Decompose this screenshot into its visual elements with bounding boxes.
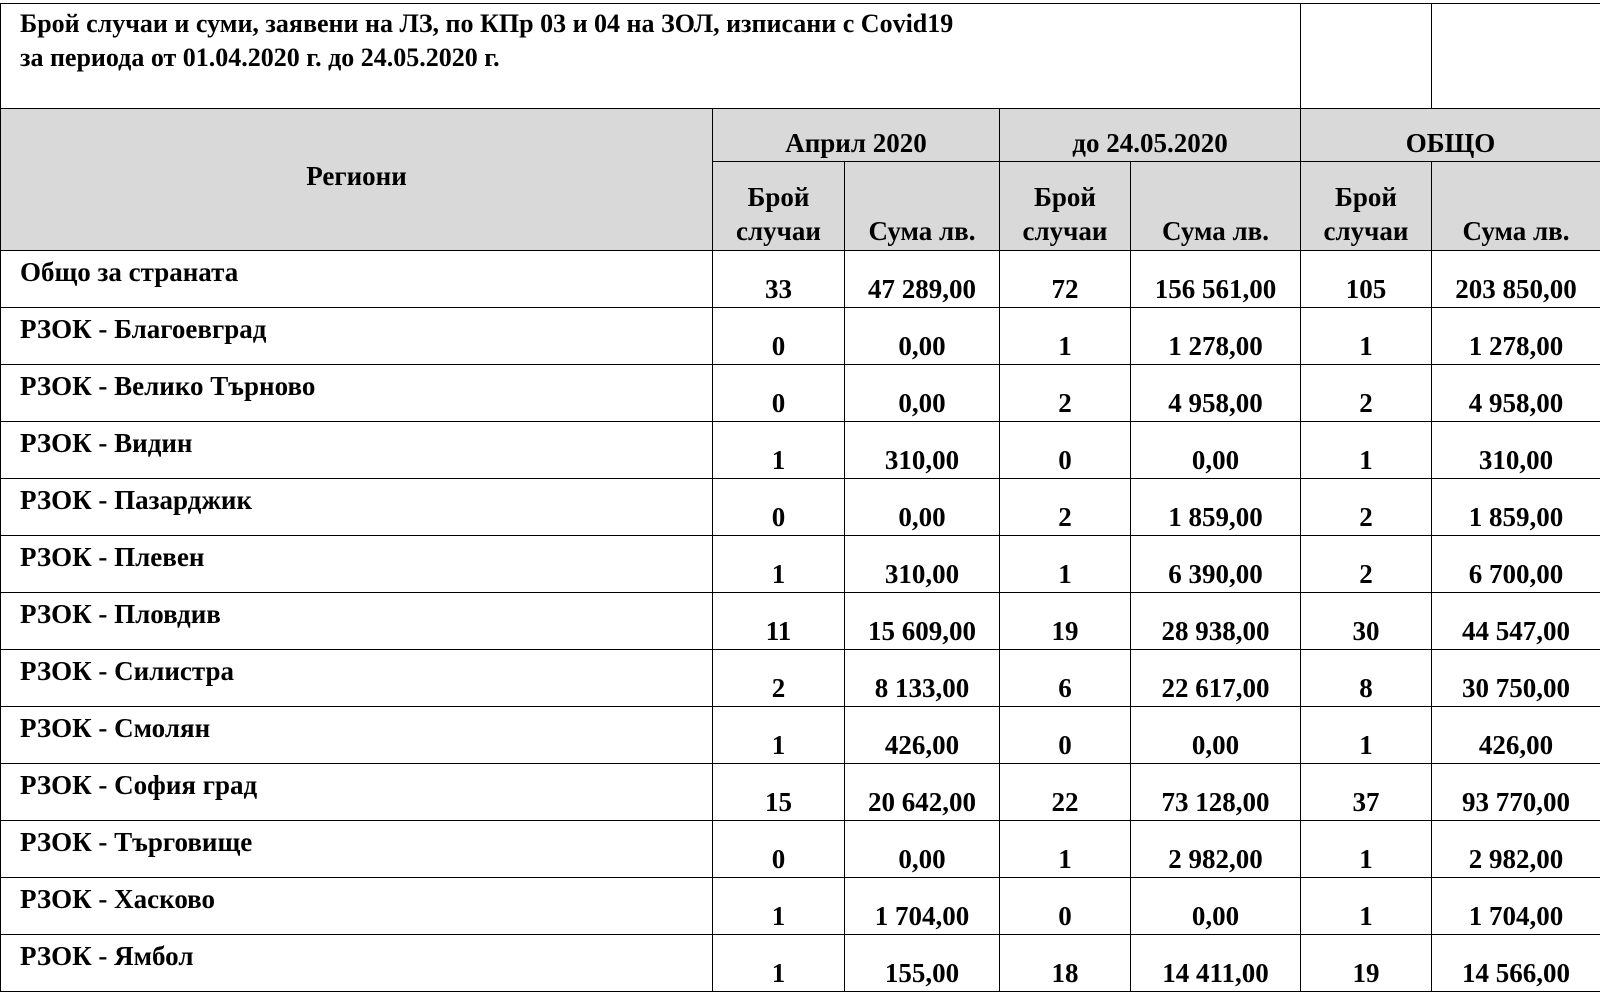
cell-value: 18 [1000,935,1131,992]
table-row [1,821,1600,878]
cell-value: 19 [1000,593,1131,650]
sum-header: Сума лв. [1131,162,1301,251]
group-header-row [1,109,1600,162]
cell-value: 30 750,00 [1432,650,1600,707]
cell-value: 0,00 [1131,878,1301,935]
cell-value: 0,00 [1131,422,1301,479]
table-row [1,650,1600,707]
cell-value: 73 128,00 [1131,764,1301,821]
cell-value: 2 982,00 [1131,821,1301,878]
cell-value: 2 [1000,479,1131,536]
cell-value: 0 [1000,422,1131,479]
table-row [1,479,1600,536]
cell-value: 105 [1301,251,1432,308]
cell-value: 22 617,00 [1131,650,1301,707]
empty-title-cell-2 [1432,4,1600,109]
group-header-total: ОБЩО [1301,109,1600,162]
cell-value: 1 [713,707,845,764]
cell-value: 0,00 [845,365,1000,422]
cell-value: 20 642,00 [845,764,1000,821]
region-name: РЗОК - Пловдив [1,593,713,650]
cell-value: 1 [713,878,845,935]
cell-value: 426,00 [845,707,1000,764]
cell-value: 310,00 [845,536,1000,593]
cell-value: 0 [713,365,845,422]
cell-value: 1 704,00 [1432,878,1600,935]
cell-value: 1 [1301,821,1432,878]
cell-value: 2 [713,650,845,707]
table-row [1,422,1600,479]
cell-value: 155,00 [845,935,1000,992]
regions-header: Региони [1,109,713,251]
cell-value: 310,00 [1432,422,1600,479]
cell-value: 22 [1000,764,1131,821]
cell-value: 0,00 [845,308,1000,365]
region-name: РЗОК - Хасково [1,878,713,935]
cell-value: 2 [1000,365,1131,422]
region-name: РЗОК - Смолян [1,707,713,764]
cell-value: 14 411,00 [1131,935,1301,992]
cell-value: 1 859,00 [1131,479,1301,536]
table-row [1,536,1600,593]
cell-value: 37 [1301,764,1432,821]
cell-value: 0 [1000,707,1131,764]
title-row [1,4,1600,109]
table-row [1,308,1600,365]
region-name: РЗОК - Търговище [1,821,713,878]
cell-value: 6 [1000,650,1131,707]
cell-value: 156 561,00 [1131,251,1301,308]
cell-value: 1 [1301,308,1432,365]
cell-value: 15 609,00 [845,593,1000,650]
region-name: РЗОК - София град [1,764,713,821]
region-name: РЗОК - Ямбол [1,935,713,992]
cell-value: 33 [713,251,845,308]
region-name: Общо за страната [1,251,713,308]
sum-header: Сума лв. [1432,162,1600,251]
cell-value: 6 700,00 [1432,536,1600,593]
cell-value: 2 [1301,479,1432,536]
table-row-total [1,251,1600,308]
cell-value: 1 [1000,308,1131,365]
region-name: РЗОК - Плевен [1,536,713,593]
table-row [1,878,1600,935]
cell-value: 1 704,00 [845,878,1000,935]
cell-value: 0 [1000,878,1131,935]
region-name: РЗОК - Благоевград [1,308,713,365]
cell-value: 6 390,00 [1131,536,1301,593]
cell-value: 15 [713,764,845,821]
cell-value: 47 289,00 [845,251,1000,308]
cell-value: 0 [713,821,845,878]
cell-value: 0 [713,308,845,365]
cell-value: 8 133,00 [845,650,1000,707]
cell-value: 203 850,00 [1432,251,1600,308]
table-row [1,365,1600,422]
count-header: Брой случаи [713,162,845,251]
table-row [1,935,1600,992]
cell-value: 93 770,00 [1432,764,1600,821]
cell-value: 1 [1301,707,1432,764]
title-line-2: за периода от 01.04.2020 г. до 24.05.2020 г. [20,41,1300,75]
count-header: Брой случаи [1301,162,1432,251]
title-line-1: Брой случаи и суми, заявени на ЛЗ, по КПр 03 и 04 на ЗОЛ, изписани с Covid19 [20,7,1300,41]
cell-value: 1 278,00 [1432,308,1600,365]
cell-value: 30 [1301,593,1432,650]
table-row [1,764,1600,821]
cell-value: 11 [713,593,845,650]
region-name: РЗОК - Пазарджик [1,479,713,536]
table-row [1,593,1600,650]
cell-value: 1 [1301,422,1432,479]
cell-value: 1 [1000,536,1131,593]
cell-value: 1 [713,536,845,593]
cell-value: 2 [1301,536,1432,593]
sum-header: Сума лв. [845,162,1000,251]
cell-value: 44 547,00 [1432,593,1600,650]
cell-value: 28 938,00 [1131,593,1301,650]
cell-value: 0,00 [1131,707,1301,764]
cell-value: 8 [1301,650,1432,707]
cell-value: 0,00 [845,479,1000,536]
table-title [1,4,1301,109]
cell-value: 72 [1000,251,1131,308]
cell-value: 2 982,00 [1432,821,1600,878]
cell-value: 1 859,00 [1432,479,1600,536]
cell-value: 19 [1301,935,1432,992]
cell-value: 1 [713,422,845,479]
empty-title-cell-1 [1301,4,1432,109]
cell-value: 14 566,00 [1432,935,1600,992]
cell-value: 1 [713,935,845,992]
cell-value: 0,00 [845,821,1000,878]
region-name: РЗОК - Видин [1,422,713,479]
group-header-april: Април 2020 [713,109,1000,162]
cell-value: 0 [713,479,845,536]
group-header-to-date: до 24.05.2020 [1000,109,1301,162]
cell-value: 4 958,00 [1131,365,1301,422]
covid-cases-table [0,3,1600,992]
cell-value: 1 [1301,878,1432,935]
cell-value: 1 [1000,821,1131,878]
cell-value: 310,00 [845,422,1000,479]
region-name: РЗОК - Силистра [1,650,713,707]
cell-value: 1 278,00 [1131,308,1301,365]
region-name: РЗОК - Велико Търново [1,365,713,422]
cell-value: 2 [1301,365,1432,422]
cell-value: 4 958,00 [1432,365,1600,422]
count-header: Брой случаи [1000,162,1131,251]
cell-value: 426,00 [1432,707,1600,764]
table-row [1,707,1600,764]
